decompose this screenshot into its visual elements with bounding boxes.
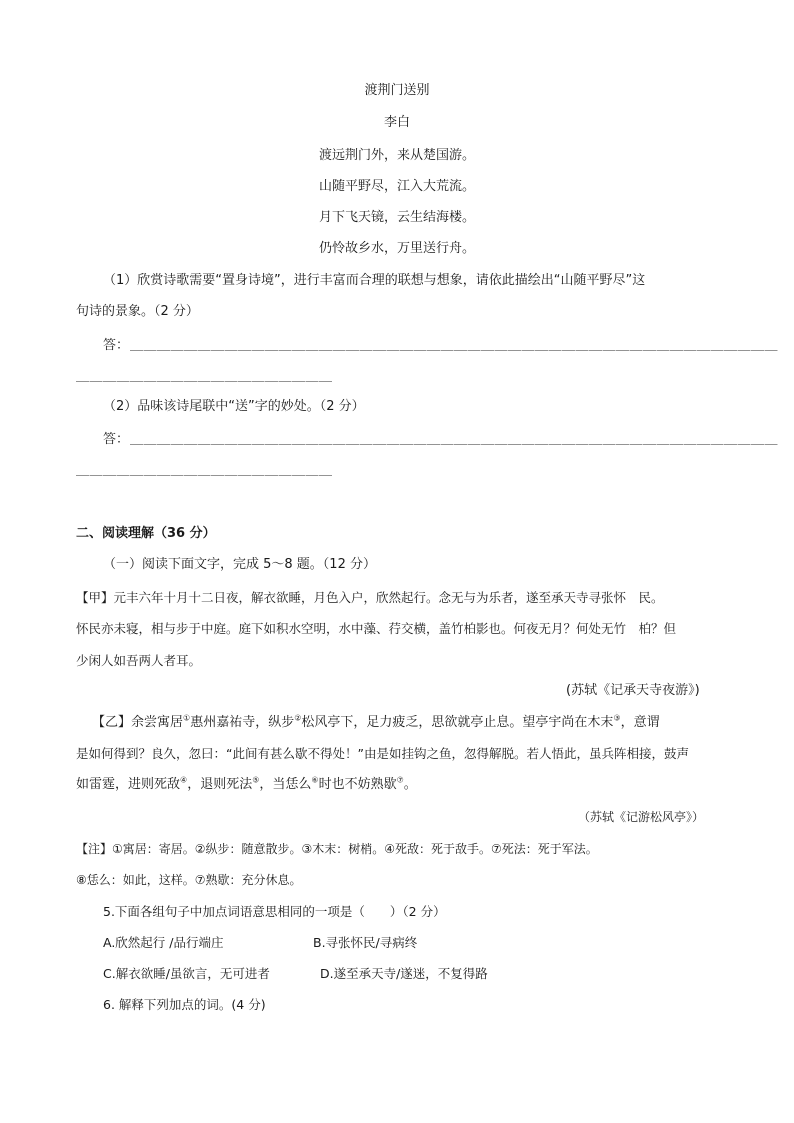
question-1-line-2: 句诗的景象。（2 分）: [76, 304, 199, 319]
yi-line-1: [92, 714, 660, 732]
poem-author: 李白: [383, 115, 410, 130]
footnote-marker-4: ④: [180, 775, 188, 785]
footnote-marker-1: ①: [183, 713, 191, 723]
yi-source: （苏轼《记游松风亭》）: [578, 810, 705, 824]
poem-line-4: 仍怜故乡水，万里送行舟。: [318, 241, 475, 256]
yi-line-1-part-d: ，意谓: [620, 715, 660, 730]
poem-line-1: 渡远荆门外，来从楚国游。: [318, 148, 475, 163]
footnote-marker-5: ⑤: [252, 775, 260, 785]
yi-line-3-part-a: 如雷霆，进则死敌: [76, 777, 181, 792]
footnote-marker-7: ⑦: [396, 775, 404, 785]
answer-blank-1a[interactable]: ＿＿＿＿＿＿＿＿＿＿＿＿＿＿＿＿＿＿＿＿＿＿＿＿＿＿＿＿＿＿＿＿＿＿＿＿＿＿＿＿＿＿＿＿＿＿＿＿: [130, 338, 779, 353]
poem-line-3: 月下飞天镜，云生结海楼。: [318, 210, 475, 225]
notes-line-1: 【注】①寓居：寄居。②纵步：随意散步。③木末：树梢。④死敌：死于敌手。⑦死法：死于军法。: [76, 842, 598, 856]
question-5: 5.下面各组句子中加点词语意思相同的一项是（ ）（2 分）: [103, 904, 446, 919]
yi-line-3-part-d: 时也不妨熟歇: [318, 777, 397, 792]
poem-line-2: 山随平野尽，江入大荒流。: [318, 179, 475, 194]
jia-line-3: 少闲人如吾两人者耳。: [76, 653, 202, 668]
jia-source: (苏轼《记承天寺夜游》): [566, 683, 700, 698]
answer-blank-2b[interactable]: ＿＿＿＿＿＿＿＿＿＿＿＿＿＿＿＿＿＿＿: [76, 463, 333, 478]
part-1-instruction: （一）阅读下面文字，完成 5～8 题。（12 分）: [103, 557, 376, 572]
section-heading: 二、阅读理解（36 分）: [76, 526, 216, 541]
poem-title: 渡荆门送别: [364, 83, 430, 98]
yi-line-1-part-b: 惠州嘉祐寺，纵步: [190, 715, 295, 730]
option-c[interactable]: C.解衣欲睡/虽欲言，无可进者: [103, 966, 270, 981]
notes-line-2: ⑧恁么：如此，这样。⑦熟歇：充分休息。: [76, 873, 302, 887]
answer-label-2: 答：: [103, 432, 130, 447]
yi-line-1-part-a: 【乙】余尝寓居: [92, 715, 184, 730]
yi-line-3-part-b: ，退则死法: [187, 777, 253, 792]
question-1-line-1: （1）欣赏诗歌需要“置身诗境”，进行丰富而合理的联想与想象，请依此描绘出“山随平野尽”这: [103, 273, 646, 288]
yi-line-1-part-c: 松风亭下，足力疲乏，思欲就亭止息。望亭宇尚在木末: [301, 715, 614, 730]
yi-line-2: 是如何得到？良久，忽曰：“此间有甚么歇不得处！”由是如挂钩之鱼，忽得解脱。若人悟此，虽兵阵相接，鼓声: [76, 746, 689, 761]
yi-line-3-part-c: ，当恁么: [259, 777, 312, 792]
jia-line-2: 怀民亦未寝，相与步于中庭。庭下如积水空明，水中藻、荇交横，盖竹柏影也。何夜无月？何处无竹 柏？但: [76, 621, 677, 636]
footnote-marker-3: ③: [613, 713, 621, 723]
footnote-marker-6: ⑥: [311, 775, 319, 785]
option-d[interactable]: D.遂至承天寺/遂迷，不复得路: [320, 966, 488, 981]
footnote-marker-2: ②: [294, 713, 302, 723]
answer-label-1: 答：: [103, 338, 130, 353]
option-a[interactable]: A.欣然起行 /品行端庄: [103, 935, 224, 950]
yi-line-3-part-e: 。: [403, 777, 417, 792]
yi-line-3: [76, 776, 417, 794]
answer-blank-1b[interactable]: ＿＿＿＿＿＿＿＿＿＿＿＿＿＿＿＿＿＿＿: [76, 369, 333, 384]
jia-line-1: 【甲】元丰六年十月十二日夜，解衣欲睡，月色入户，欣然起行。念无与为乐者，遂至承天寺寻张怀 民。: [76, 590, 664, 605]
question-6: 6. 解释下列加点的词。(4 分): [103, 997, 266, 1012]
option-b[interactable]: B.寻张怀民/寻病终: [313, 935, 418, 950]
answer-blank-2a[interactable]: ＿＿＿＿＿＿＿＿＿＿＿＿＿＿＿＿＿＿＿＿＿＿＿＿＿＿＿＿＿＿＿＿＿＿＿＿＿＿＿＿＿＿＿＿＿＿＿＿: [130, 432, 779, 447]
question-2: （2）品味该诗尾联中“送”字的妙处。（2 分）: [103, 399, 365, 414]
